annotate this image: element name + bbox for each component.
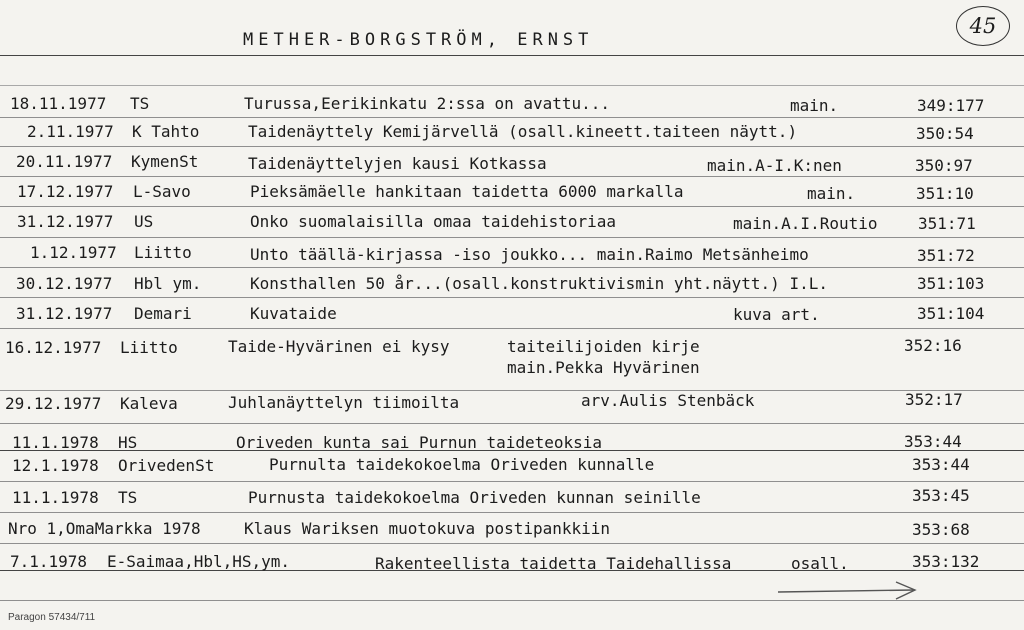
entry-note: arv.Aulis Stenbäck <box>581 391 755 410</box>
rule-line <box>0 117 1024 118</box>
entry-source: KymenSt <box>131 152 199 171</box>
entry-source: K Tahto <box>132 122 200 141</box>
entry-date: 12.1.1978 <box>12 456 99 475</box>
entry-note: main. <box>790 96 839 115</box>
entry-title: Konsthallen 50 år...(osall.konstruktivismin yht.näytt.) I.L. <box>250 274 828 293</box>
entry-note-line2: main.Pekka Hyvärinen <box>507 358 700 377</box>
entry-source: Liitto <box>120 338 178 357</box>
entry-date: 31.12.1977 <box>17 212 114 231</box>
entry-source: US <box>134 212 154 231</box>
entry-title: Oriveden kunta sai Purnun taideteoksia <box>236 433 603 452</box>
entry-source: TS <box>130 94 150 113</box>
rule-line <box>0 85 1024 86</box>
entry-ref: 351:104 <box>917 304 985 323</box>
entry-ref: 349:177 <box>917 96 985 115</box>
entry-ref: 353:45 <box>912 486 970 505</box>
entry-date: 16.12.1977 <box>5 338 102 357</box>
entry-date: 11.1.1978 <box>12 433 99 452</box>
entry-source: E-Saimaa,Hbl,HS,ym. <box>107 552 291 571</box>
entry-note: taiteilijoiden kirje <box>507 337 700 356</box>
rule-line <box>0 390 1024 391</box>
rule-line <box>0 237 1024 238</box>
entry-ref: 351:72 <box>917 246 975 265</box>
entry-date: 31.12.1977 <box>16 304 113 323</box>
entry-source: Hbl ym. <box>134 274 202 293</box>
entry-ref: 353:44 <box>904 432 962 451</box>
entry-source: Demari <box>134 304 192 323</box>
entry-source: L-Savo <box>133 182 191 201</box>
entry-ref: 350:54 <box>916 124 974 143</box>
entry-title: Purnusta taidekokoelma Oriveden kunnan seinille <box>248 488 701 507</box>
entry-date: 11.1.1978 <box>12 488 99 507</box>
entry-source: OrivedenSt <box>118 456 215 475</box>
rule-line <box>0 267 1024 268</box>
entry-ref: 352:17 <box>905 390 963 409</box>
entry-ref: 353:68 <box>912 520 970 539</box>
entry-ref: 353:44 <box>912 455 970 474</box>
entry-title: Unto täällä-kirjassa -iso joukko... main.Raimo Metsänheimo <box>250 245 809 264</box>
rule-line <box>0 206 1024 207</box>
entry-date: 7.1.1978 <box>10 552 88 571</box>
rule-line <box>0 512 1024 513</box>
entry-note: main.A-I.K:nen <box>707 156 842 175</box>
entry-ref: 351:10 <box>916 184 974 203</box>
entry-title: Juhlanäyttelyn tiimoilta <box>228 393 460 412</box>
entry-note: main. <box>807 184 856 203</box>
entry-source: HS <box>118 433 138 452</box>
entry-title: Taide-Hyvärinen ei kysy <box>228 337 450 356</box>
entry-date: 30.12.1977 <box>16 274 113 293</box>
rule-line <box>0 328 1024 329</box>
card-title: METHER-BORGSTRÖM, ERNST <box>243 30 594 50</box>
entry-title: Taidenäyttely Kemijärvellä (osall.kineett.taiteen näytt.) <box>248 122 798 141</box>
entry-title: Turussa,Eerikinkatu 2:ssa on avattu... <box>244 94 611 113</box>
rule-line <box>0 481 1024 482</box>
rule-line <box>0 423 1024 424</box>
entry-note: main.A.I.Routio <box>733 214 878 233</box>
entry-ref: 353:132 <box>912 552 980 571</box>
entry-title: Rakenteellista taidetta Taidehallissa <box>375 554 732 573</box>
entry-date: 18.11.1977 <box>10 94 107 113</box>
entry-title: Kuvataide <box>250 304 337 323</box>
entry-source: Kaleva <box>120 394 178 413</box>
entry-date: 1.12.1977 <box>30 243 117 262</box>
arrow-right-icon <box>778 580 918 604</box>
entry-source: TS <box>118 488 138 507</box>
entry-title: Pieksämäelle hankitaan taidetta 6000 markalla <box>250 182 684 201</box>
entry-date: 2.11.1977 <box>27 122 114 141</box>
entry-note: kuva art. <box>733 305 820 324</box>
entry-ref: 352:16 <box>904 336 962 355</box>
entry-date: 29.12.1977 <box>5 394 102 413</box>
entry-ref: 351:103 <box>917 274 985 293</box>
entry-source: Liitto <box>134 243 192 262</box>
page-number-circle: 45 <box>956 6 1010 46</box>
entry-date: 20.11.1977 <box>16 152 113 171</box>
entry-note: osall. <box>791 554 849 573</box>
entry-date: Nro 1,OmaMarkka 1978 <box>8 519 201 538</box>
rule-line <box>0 146 1024 147</box>
entry-title: Purnulta taidekokoelma Oriveden kunnalle <box>269 455 655 474</box>
print-code: Paragon 57434/711 <box>8 612 96 623</box>
rule-line <box>0 55 1024 56</box>
entry-date: 17.12.1977 <box>17 182 114 201</box>
rule-line <box>0 176 1024 177</box>
rule-line <box>0 297 1024 298</box>
rule-line <box>0 543 1024 544</box>
entry-title: Taidenäyttelyjen kausi Kotkassa <box>248 154 547 173</box>
entry-title: Onko suomalaisilla omaa taidehistoriaa <box>250 212 617 231</box>
entry-ref: 350:97 <box>915 156 973 175</box>
entry-ref: 351:71 <box>918 214 976 233</box>
entry-title: Klaus Wariksen muotokuva postipankkiin <box>244 519 611 538</box>
